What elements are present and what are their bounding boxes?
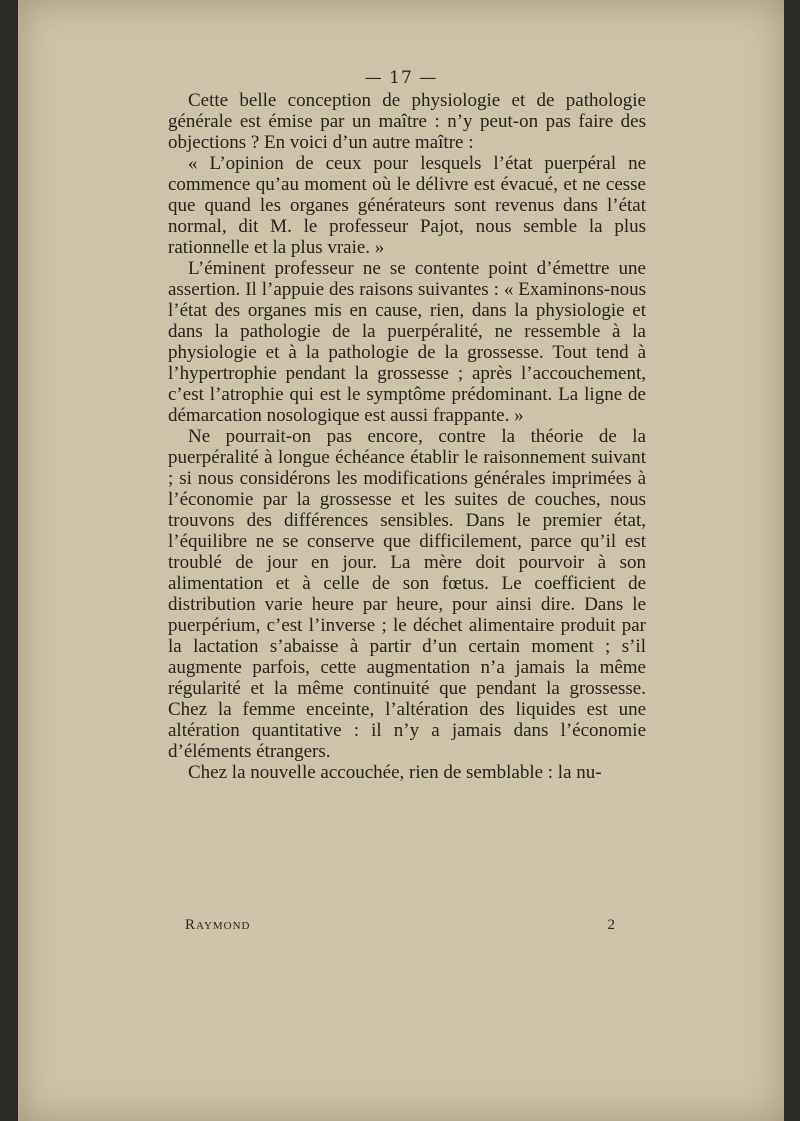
book-page — [18, 0, 784, 1121]
paragraph: L’éminent professeur ne se contente point d’émettre une assertion. Il l’appuie des raisons suivantes : « Examinons-nous l’état des organes mis en cause, rien, dans la physiologie et dans la pathologie de la puerpéralité, ne ressemble à la physiologie et à la pathologie de la grossesse. Tout tend à l’hypertrophie pendant la grossesse ; après l’accouchement, c’est l’atrophie qui est le symptôme prédominant. La ligne de démarcation nosologique est aussi frappante. » — [168, 258, 646, 426]
signature-mark: Raymond — [185, 917, 251, 933]
paragraph: « L’opinion de ceux pour lesquels l’état puerpéral ne commence qu’au moment où le délivre est évacué, et ne cesse que quand les organes générateurs sont revenus dans l’état normal, dit M. le professeur Pajot, nous semble la plus rationnelle et la plus vraie. » — [168, 153, 646, 258]
page-footer — [185, 917, 615, 934]
paragraph: Cette belle conception de physiologie et de pathologie générale est émise par un maître : n’y peut-on pas faire des objections ? En voici d’un autre maître : — [168, 90, 646, 153]
sheet-number: 2 — [607, 917, 615, 933]
body-text — [168, 90, 646, 783]
paragraph: Ne pourrait-on pas encore, contre la théorie de la puerpéralité à longue échéance établir le raisonnement suivant ; si nous considérons les modifications générales imprimées à l’économie par la grossesse et les suites de couches, nous trouvons des différences sensibles. Dans le premier état, l’équilibre ne se conserve que difficilement, parce qu’il est troublé de jour en jour. La mère doit pourvoir à son alimentation et à celle de son fœtus. Le coefficient de distribution varie heure par heure, pour ainsi dire. Dans le puerpérium, c’est l’inverse ; le déchet alimentaire produit par la lactation s’abaisse à partir d’un certain moment ; s’il augmente parfois, cette augmentation n’a jamais la même régularité et la même continuité que pendant la grossesse. Chez la femme enceinte, l’altération des liquides est une altération quantitative : il n’y a jamais dans l’économie d’éléments étrangers. — [168, 426, 646, 762]
page-header: — 17 — — [364, 68, 438, 88]
paragraph: Chez la nouvelle accouchée, rien de semblable : la nu- — [188, 762, 602, 783]
